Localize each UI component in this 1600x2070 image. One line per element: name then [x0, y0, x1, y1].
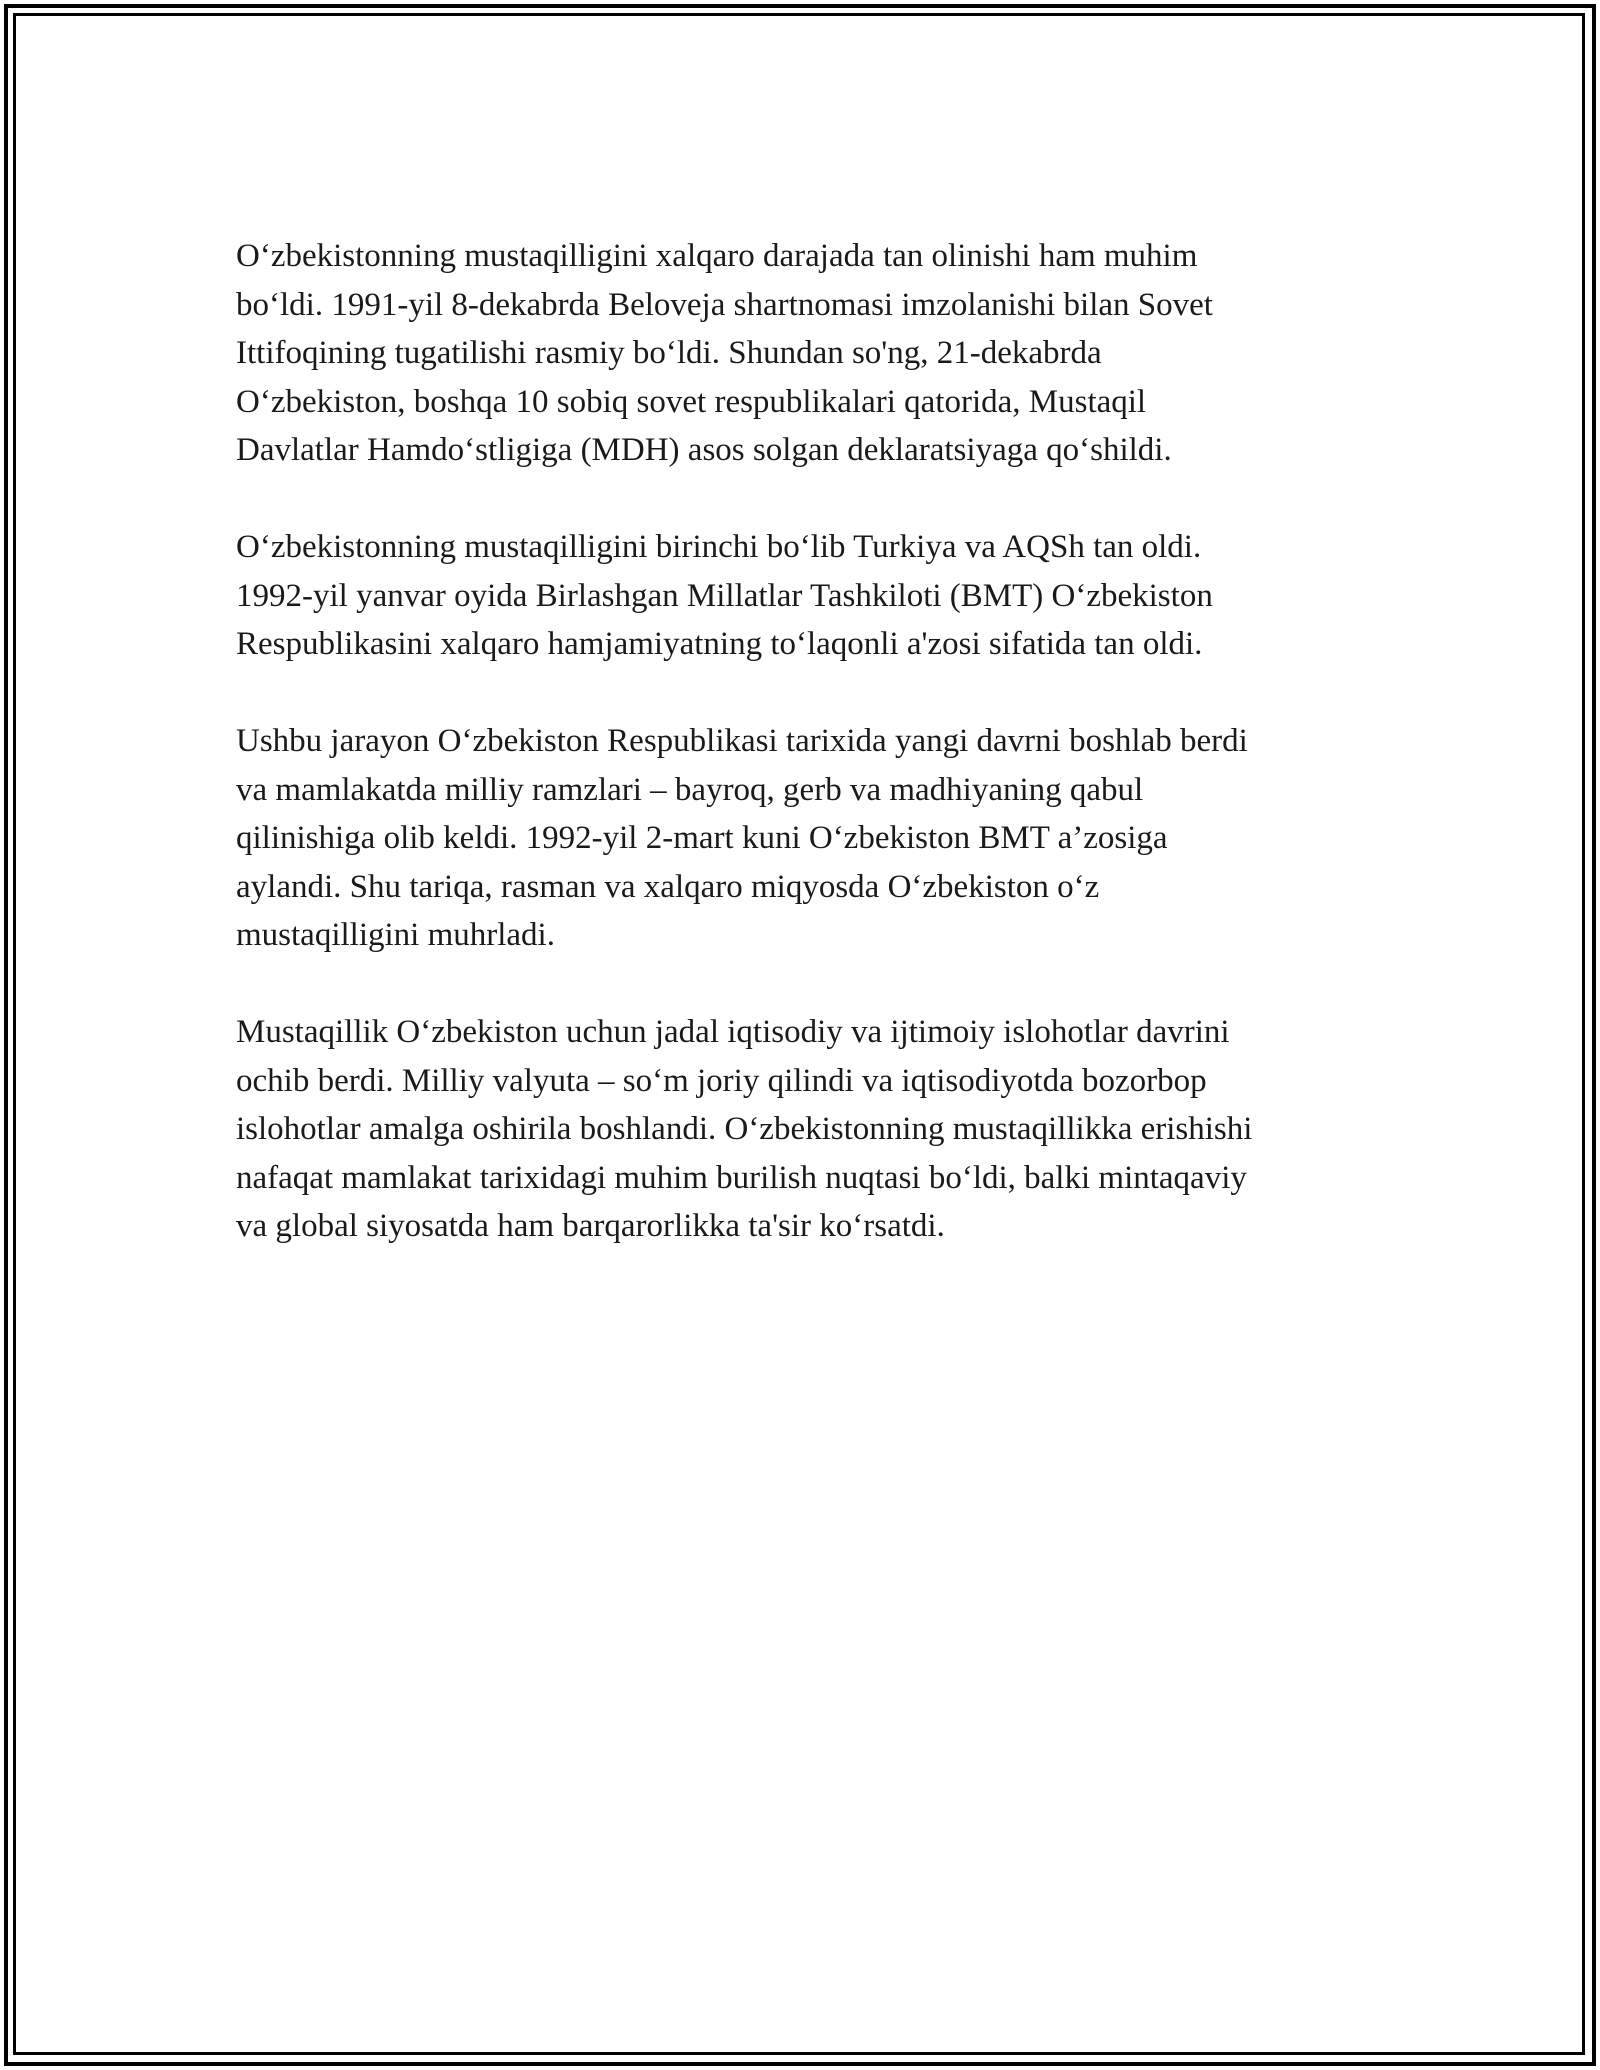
paragraph-international-recognition: O‘zbekistonning mustaqilligini xalqaro darajada tan olinishi ham muhim bo‘ldi. 1991-yil 8-dekabrda Beloveja shartnomasi imzolanishi bilan Sovet Ittifoqining tugatilishi rasmiy bo‘ldi. Shundan so'ng, 21-dekabrda O‘zbekiston, boshqa 10 sobiq sovet respublikalari qatorida, Mustaqil Davlatlar Hamdo‘stligiga (MDH) asos solgan deklaratsiyaga qo‘shildi. — [236, 238, 1213, 468]
paragraph-national-symbols: Ushbu jarayon O‘zbekiston Respublikasi tarixida yangi davrni boshlab berdi va mamlakatda milliy ramzlari – bayroq, gerb va madhiyaning qabul qilinishiga olib keldi. 1992-yil 2-mart kuni O‘zbekiston BMT a’zosiga aylandi. Shu tariqa, rasman va xalqaro miqyosda O‘zbekiston o‘z mustaqilligini muhrladi. — [236, 723, 1248, 953]
paragraph-reforms: Mustaqillik O‘zbekiston uchun jadal iqtisodiy va ijtimoiy islohotlar davrini ochib berdi. Milliy valyuta – so‘m joriy qilindi va iqtisodiyotda bozorbop islohotlar amalga oshirila boshlandi. O‘zbekistonning mustaqillikka erishishi nafaqat mamlakat tarixidagi muhim burilish nuqtasi bo‘ldi, balki mintaqaviy va global siyosatda ham barqarorlikka ta'sir ko‘rsatdi. — [236, 1014, 1253, 1244]
paragraph-first-recognitions: O‘zbekistonning mustaqilligini birinchi bo‘lib Turkiya va AQSh tan oldi. 1992-yil yanvar oyida Birlashgan Millatlar Tashkiloti (BMT) O‘zbekiston Respublikasini xalqaro hamjamiyatning to‘laqonli a'zosi sifatida tan oldi. — [236, 529, 1213, 662]
document-body — [236, 232, 1376, 1299]
